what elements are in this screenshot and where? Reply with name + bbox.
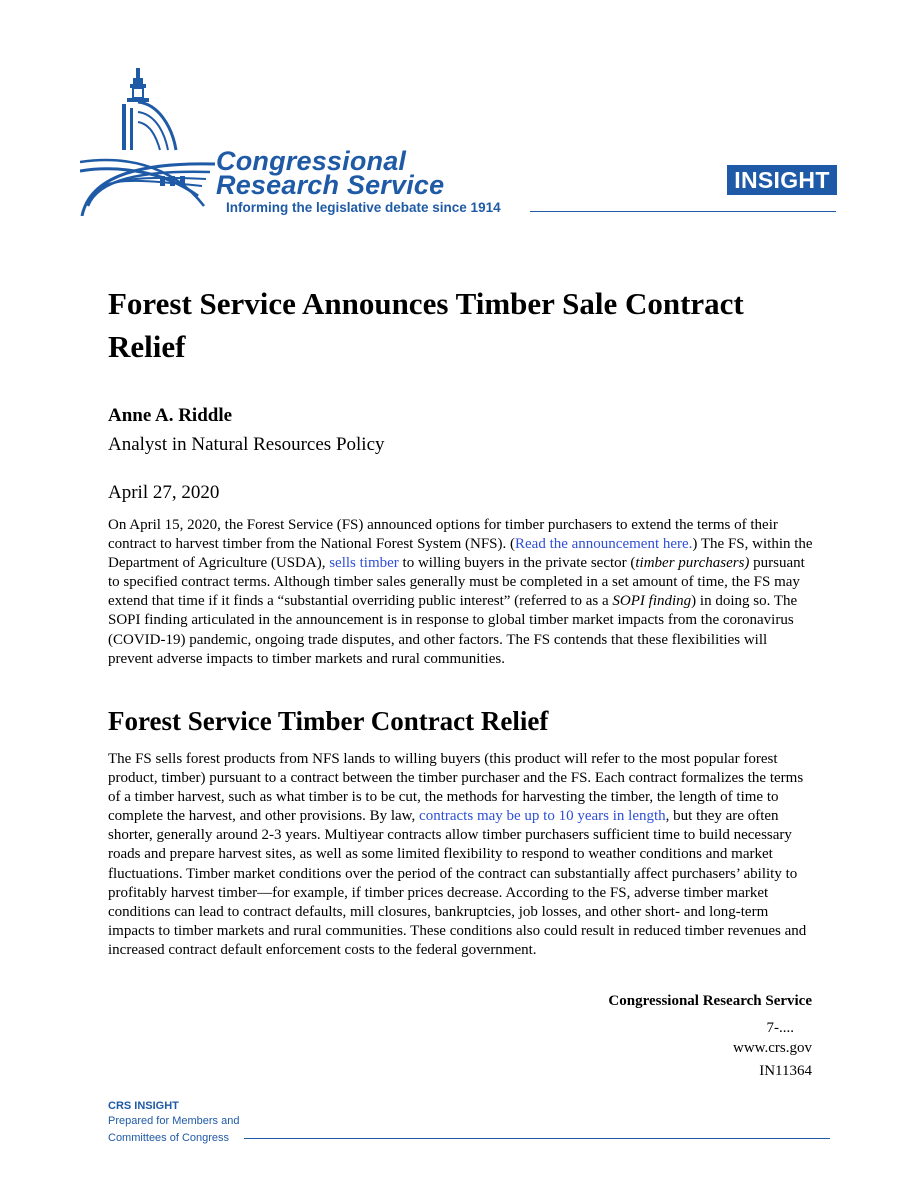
capitol-dome-logo-icon [80, 66, 230, 216]
announcement-link[interactable]: Read the announcement here. [515, 536, 693, 553]
intro-text-4: pursuant to specified contract terms. Although timber sales generally must be completed in a set amount of time, the FS may extend that time if it finds a “substantial overriding public interest” (referred to as a [108, 555, 805, 610]
footer-crs-insight-label: CRS INSIGHT [108, 1100, 179, 1112]
intro-emphasis-1: timber purchasers) [635, 555, 750, 572]
footer-prepared-line1: Prepared for Members and [108, 1115, 240, 1127]
section-heading: Forest Service Timber Contract Relief [108, 706, 549, 736]
tagline-divider [530, 211, 836, 212]
document-title: Forest Service Announces Timber Sale Contract Relief [108, 286, 744, 364]
author-name: Anne A. Riddle [108, 405, 233, 426]
org-name-line2: Research Service [216, 170, 445, 200]
footer-product-id: IN11364 [759, 1063, 812, 1079]
footer-website: www.crs.gov [732, 1040, 812, 1056]
org-name-line1: Congressional [216, 146, 407, 176]
sells-timber-link[interactable]: sells timber [329, 555, 399, 572]
contract-length-link[interactable]: contracts may be up to 10 years in length [419, 808, 666, 825]
intro-emphasis-2: SOPI finding [612, 593, 692, 610]
intro-text-1: On April 15, 2020, the Forest Service (FS) announced options for timber purchasers to extend the terms of their contract to harvest timber from the National Forest System (NFS). ( [108, 517, 778, 553]
intro-text-3: to willing buyers in the private sector ( [398, 555, 636, 572]
intro-text-2: ) The FS, within the Department of Agriculture (USDA), [108, 536, 813, 572]
intro-paragraph [108, 516, 814, 669]
footer-org-name: Congressional Research Service [608, 993, 812, 1009]
footer-prepared-line2: Committees of Congress [108, 1132, 230, 1144]
author-title: Analyst in Natural Resources Policy [108, 434, 385, 455]
intro-text-5: ) in doing so. The SOPI finding articulated in the announcement is in response to global timber market impacts from the coronavirus (COVID-19) pandemic, ongoing trade disputes, and other factors. The FS contends that these flexibilities will prevent adverse impacts to timber markets and rural communities. [108, 593, 798, 667]
footer-page-number: 7-.... [766, 1020, 794, 1036]
section-text-2: , but they are often shorter, generally around 2-3 years. Multiyear contracts allow timber purchasers sufficient time to build necessary roads and prepare harvest sites, as well as some limited flexibility to respond to weather conditions and market fluctuations. Timber market conditions over the period of the contract can substantially affect purchasers’ ability to profitably harvest timber—for example, if timber prices decrease. According to the FS, adverse timber market conditions can lead to contract defaults, mill closures, bankruptcies, job losses, and other short- and long-term impacts to timber markets and rural communities. These conditions also could result in reduced timber revenues and increased contract default enforcement costs to the federal government. [108, 808, 807, 958]
insight-badge: INSIGHT [727, 165, 837, 195]
section-text-1: The FS sells forest products from NFS lands to willing buyers (this product will refer to the most popular forest product, timber) pursuant to a contract between the timber purchaser and the FS. Each contract formalizes the terms of a timber harvest, such as what timber is to be cut, the methods for harvesting the timber, the length of time to complete the harvest, and other provisions. By law, [108, 751, 804, 825]
section-paragraph [108, 750, 814, 960]
footer-divider [244, 1138, 830, 1139]
publication-date: April 27, 2020 [108, 482, 220, 503]
org-tagline: Informing the legislative debate since 1914 [226, 200, 501, 215]
